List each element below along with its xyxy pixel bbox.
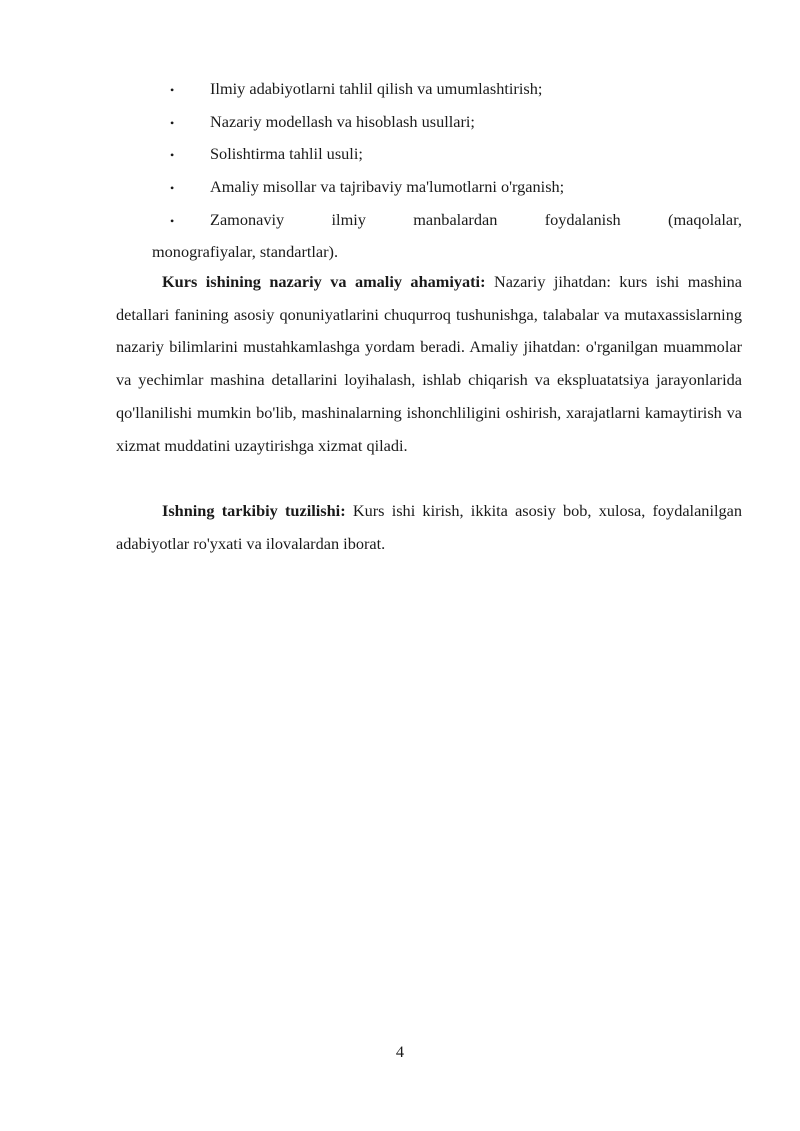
list-item-text: Amaliy misollar va tajribaviy ma'lumotlarni o'rganish; xyxy=(210,177,565,197)
structure-text: Kurs ishi kirish, ikkita asosiy bob, xulosa, foydalanilgan adabiyotlar ro'yxati va ilovalardan iborat. xyxy=(116,501,743,553)
page-number: 4 xyxy=(395,1042,405,1061)
bullet-icon: • xyxy=(170,213,175,228)
list-item-text: Zamonaviy ilmiy manbalardan foydalanish (maqolalar, xyxy=(210,209,742,229)
list-item xyxy=(152,204,742,269)
significance-paragraph xyxy=(116,266,742,462)
bullet-icon: • xyxy=(170,115,175,130)
bullet-icon: • xyxy=(170,83,175,97)
list-item-continuation: monografiyalar, standartlar). xyxy=(152,242,339,262)
list-item xyxy=(152,73,742,106)
significance-heading: Kurs ishining nazariy va amaliy ahamiyati: xyxy=(162,272,486,291)
list-item xyxy=(152,171,742,204)
list-item xyxy=(152,138,742,171)
methods-list xyxy=(152,73,742,269)
bullet-icon: • xyxy=(170,148,175,163)
structure-paragraph xyxy=(116,495,742,560)
bullet-icon: • xyxy=(170,181,175,196)
list-item-text: Ilmiy adabiyotlarni tahlil qilish va umumlashtirish; xyxy=(210,79,543,98)
significance-text: Nazariy jihatdan: kurs ishi mashina detallari fanining asosiy qonuniyatlarini chuqurroq tushunishga, talabalar va mutaxassislarning nazariy bilimlarini mustahkamlashga yordam beradi. Amaliy jihatdan: o'rganilgan muammolar va yechimlar mashina detallarini loyihalash, ishlab chiqarish va ekspluatatsiya jarayonlarida qo'llanilishi mumkin bo'lib, mashinalarning ishonchliligini oshirish, xarajatlarni kamaytirish va xizmat muddatini uzaytirishga xizmat qiladi. xyxy=(116,272,742,455)
list-item-text: Solishtirma tahlil usuli; xyxy=(210,144,363,164)
list-item-text: Nazariy modellash va hisoblash usullari; xyxy=(210,111,475,131)
list-item xyxy=(152,106,742,139)
structure-heading: Ishning tarkibiy tuzilishi: xyxy=(162,501,346,520)
